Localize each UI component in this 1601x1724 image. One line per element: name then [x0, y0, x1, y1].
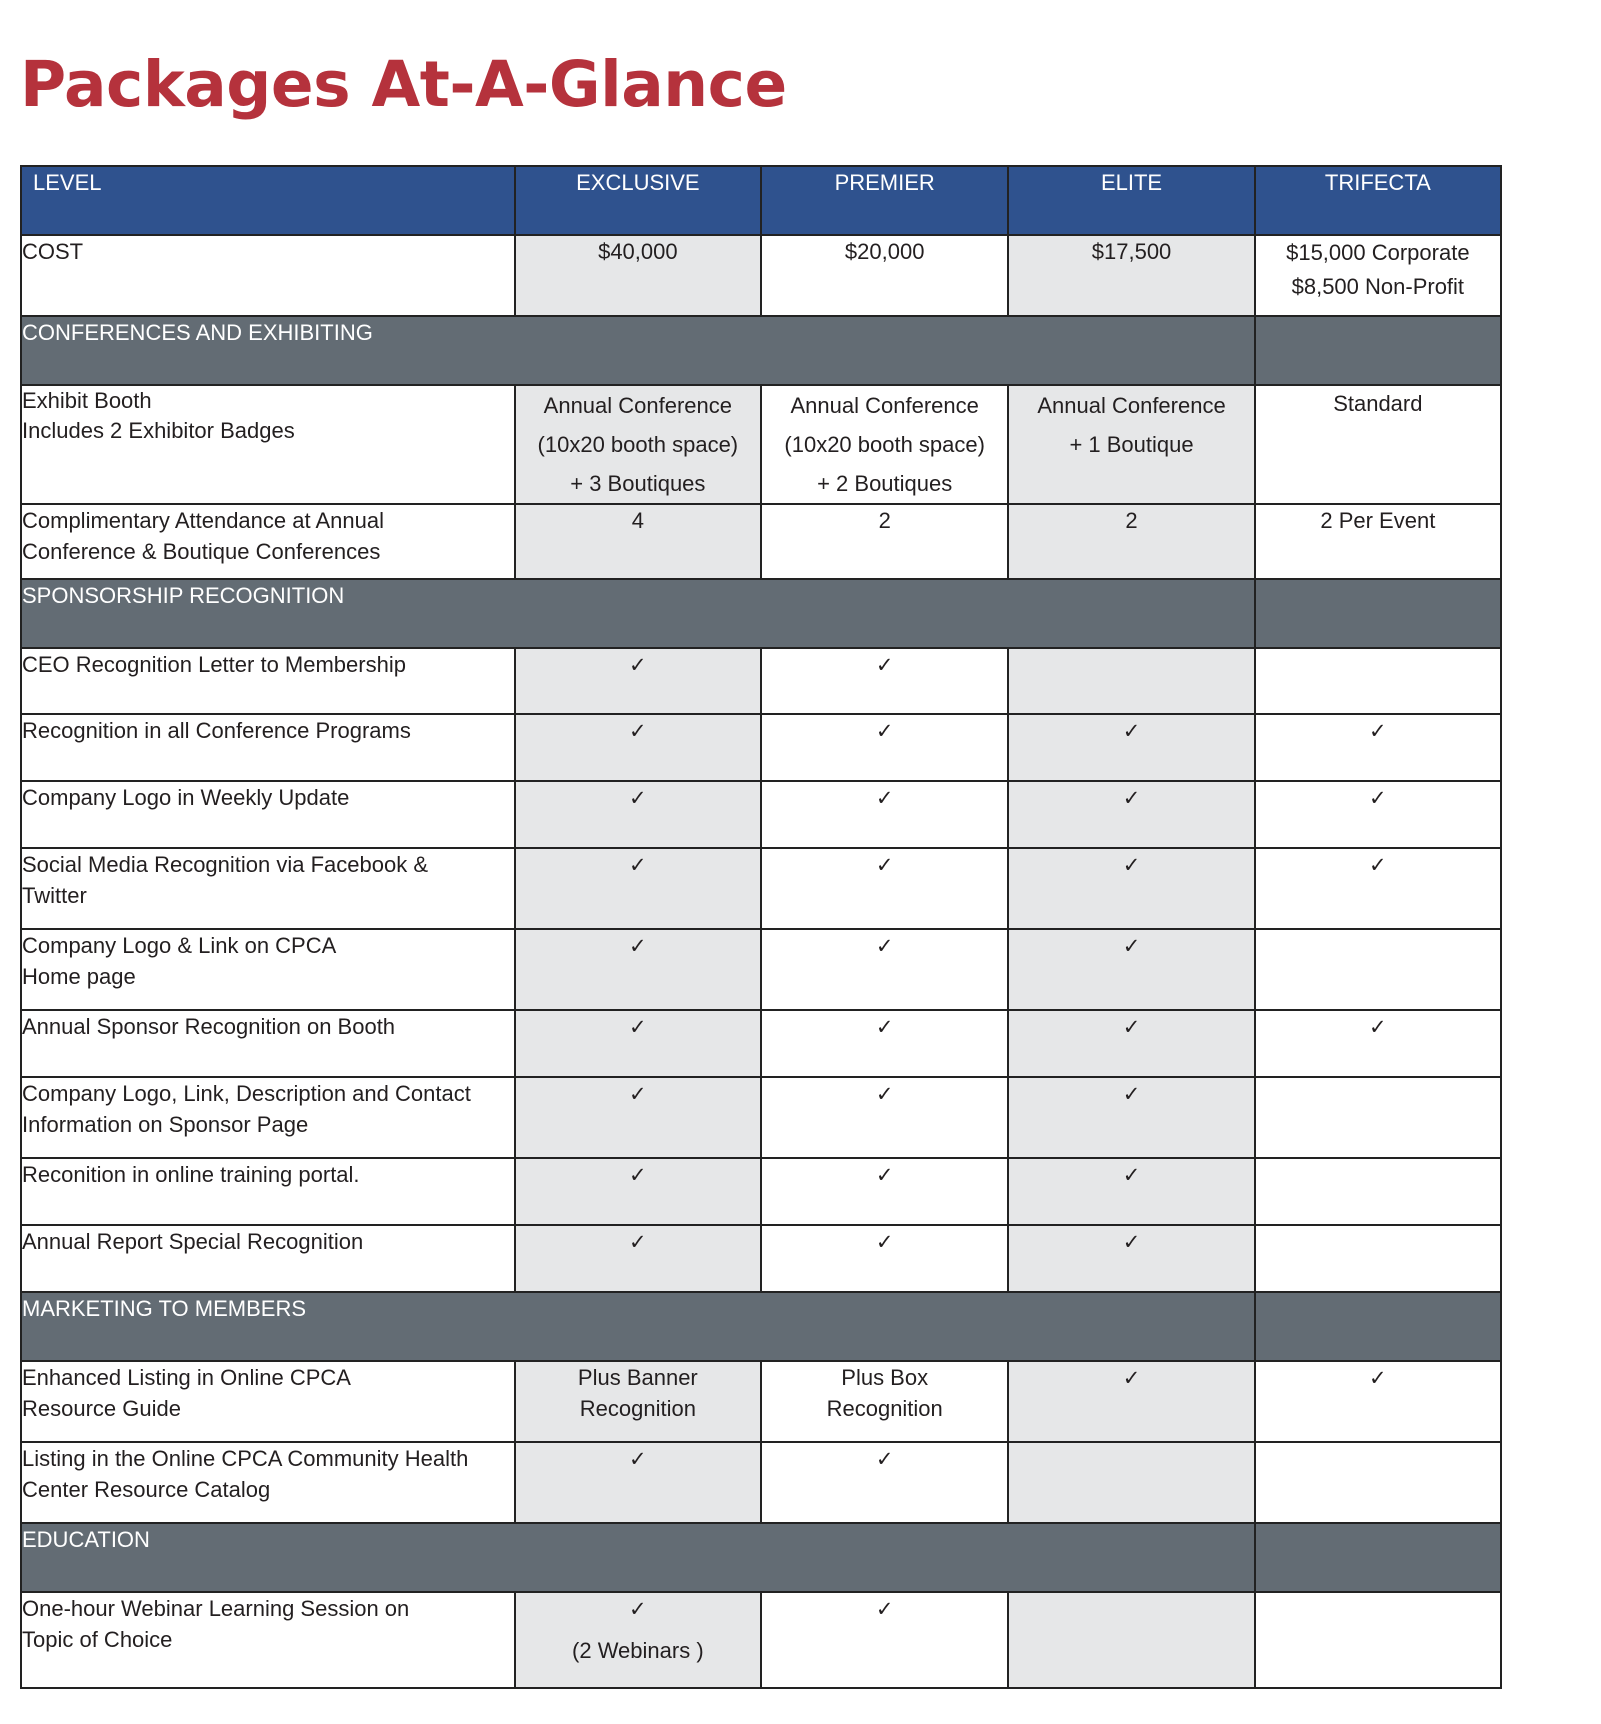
- check-icon: ✓: [875, 934, 894, 958]
- check-icon: ✓: [1122, 934, 1141, 958]
- row-label-line: Information on Sponsor Page: [22, 1112, 309, 1137]
- check-cell: [515, 1592, 761, 1688]
- cost-label: COST: [21, 235, 515, 316]
- table-row: [21, 1442, 1501, 1523]
- check-cell: [1008, 1158, 1254, 1225]
- empty-cell: [1008, 1592, 1254, 1688]
- table-row: [21, 714, 1501, 781]
- marketing-premier: [761, 1361, 1008, 1442]
- empty-cell: [1255, 1592, 1501, 1688]
- marketing-exclusive: [515, 1361, 761, 1442]
- row-label: [21, 648, 515, 714]
- header-premier: PREMIER: [761, 166, 1008, 235]
- section-blank: [1255, 316, 1501, 385]
- check-icon: ✓: [629, 934, 647, 958]
- table-row: [21, 1158, 1501, 1225]
- check-cell: [1255, 781, 1501, 848]
- row-label: [21, 1225, 515, 1292]
- check-cell: [761, 781, 1008, 848]
- packages-table: [20, 165, 1502, 1689]
- check-cell: [761, 1592, 1008, 1688]
- attendance-label-line1: Complimentary Attendance at Annual: [22, 508, 385, 533]
- check-cell: [515, 929, 761, 1010]
- check-icon: ✓: [875, 1597, 894, 1621]
- attendance-row: [21, 504, 1501, 579]
- header-level: LEVEL: [21, 166, 515, 235]
- row-label-line: Twitter: [22, 883, 87, 908]
- exhibit-elite-line: Annual Conference: [1037, 393, 1226, 418]
- table-row: [21, 648, 1501, 714]
- check-cell: [1008, 1225, 1254, 1292]
- check-cell: [1008, 848, 1254, 929]
- row-label: [21, 781, 515, 848]
- section-sponsorship: SPONSORSHIP RECOGNITION: [21, 579, 1255, 648]
- section-marketing: MARKETING TO MEMBERS: [21, 1292, 1255, 1361]
- cell-line: Plus Box: [841, 1365, 929, 1390]
- header-exclusive: EXCLUSIVE: [515, 166, 761, 235]
- check-cell: [515, 848, 761, 929]
- row-label-line: Center Resource Catalog: [22, 1477, 271, 1502]
- check-cell: [515, 648, 761, 714]
- row-label: [21, 1158, 515, 1225]
- cell-line: Recognition: [826, 1396, 943, 1421]
- empty-cell: [1255, 1442, 1501, 1523]
- section-row: [21, 1292, 1501, 1361]
- check-icon: ✓: [1122, 1230, 1141, 1254]
- check-cell: [761, 1158, 1008, 1225]
- empty-cell: [1255, 1225, 1501, 1292]
- row-label-line: Annual Report Special Recognition: [22, 1229, 364, 1254]
- check-cell: [1008, 714, 1254, 781]
- row-label-line: Home page: [22, 964, 136, 989]
- empty-cell: [1008, 1442, 1254, 1523]
- check-icon: ✓: [1122, 1163, 1141, 1187]
- row-label-line: Recognition in all Conference Programs: [22, 718, 411, 743]
- section-education: EDUCATION: [21, 1523, 1255, 1592]
- attendance-label-line2: Conference & Boutique Conferences: [22, 539, 381, 564]
- section-row: [21, 1523, 1501, 1592]
- check-icon: ✓: [629, 853, 647, 877]
- check-icon: ✓: [1122, 1015, 1141, 1039]
- check-icon: ✓: [1369, 853, 1387, 877]
- exhibit-premier-line: Annual Conference: [790, 393, 979, 418]
- exhibit-premier-line: + 2 Boutiques: [817, 471, 953, 496]
- row-label-line: CEO Recognition Letter to Membership: [22, 652, 406, 677]
- check-icon: ✓: [629, 1163, 647, 1187]
- exhibit-exclusive: [515, 385, 761, 504]
- check-icon: ✓: [629, 653, 647, 677]
- empty-cell: [1255, 929, 1501, 1010]
- check-icon: ✓: [1369, 1366, 1387, 1390]
- check-icon: ✓: [875, 1163, 894, 1187]
- exhibit-elite: [1008, 385, 1254, 504]
- cost-trifecta-nonprofit: $8,500 Non-Profit: [1291, 274, 1465, 299]
- row-label: [21, 1592, 515, 1688]
- exhibit-elite-line: + 1 Boutique: [1069, 432, 1194, 457]
- row-label: [21, 848, 515, 929]
- check-icon: ✓: [875, 1230, 894, 1254]
- table-row: [21, 1225, 1501, 1292]
- table-row: [21, 1361, 1501, 1442]
- table-row: [21, 1077, 1501, 1158]
- check-icon: ✓: [875, 653, 894, 677]
- check-icon: ✓: [629, 1230, 647, 1254]
- table-row: [21, 929, 1501, 1010]
- check-cell: [515, 1442, 761, 1523]
- row-label-line: Company Logo in Weekly Update: [22, 785, 350, 810]
- row-label-line: One-hour Webinar Learning Session on: [22, 1596, 410, 1621]
- exhibit-premier: [761, 385, 1008, 504]
- exhibit-label: [21, 385, 515, 504]
- check-cell: [515, 714, 761, 781]
- check-cell: [761, 1077, 1008, 1158]
- check-icon: ✓: [875, 853, 894, 877]
- check-icon: ✓: [1369, 1015, 1387, 1039]
- row-label-line: Reconition in online training portal.: [22, 1162, 360, 1187]
- attendance-elite: 2: [1008, 504, 1254, 579]
- check-icon: ✓: [629, 1082, 647, 1106]
- check-cell: [515, 1010, 761, 1077]
- section-row: [21, 316, 1501, 385]
- attendance-label: [21, 504, 515, 579]
- check-cell: [515, 1077, 761, 1158]
- row-label-line: Topic of Choice: [22, 1627, 173, 1652]
- empty-cell: [1255, 1077, 1501, 1158]
- check-icon: ✓: [875, 1447, 894, 1471]
- exhibit-exclusive-line: Annual Conference: [543, 393, 733, 418]
- check-icon: ✓: [1122, 853, 1141, 877]
- check-cell: [761, 648, 1008, 714]
- row-label: [21, 1077, 515, 1158]
- check-cell: [1008, 929, 1254, 1010]
- check-icon: ✓: [629, 1015, 647, 1039]
- check-icon: ✓: [1369, 786, 1387, 810]
- exhibit-trifecta: Standard: [1255, 385, 1501, 504]
- table-row: [21, 1010, 1501, 1077]
- row-label: [21, 714, 515, 781]
- exhibit-exclusive-line: + 3 Boutiques: [570, 471, 706, 496]
- check-cell: [515, 1225, 761, 1292]
- check-cell: [1008, 1010, 1254, 1077]
- section-row: [21, 579, 1501, 648]
- check-icon: ✓: [1122, 786, 1141, 810]
- row-label-line: Resource Guide: [22, 1396, 181, 1421]
- exhibit-exclusive-line: (10x20 booth space): [537, 432, 739, 457]
- table-row: [21, 848, 1501, 929]
- section-blank: [1255, 579, 1501, 648]
- row-label: [21, 1010, 515, 1077]
- header-row: [21, 166, 1501, 235]
- attendance-trifecta: 2 Per Event: [1255, 504, 1501, 579]
- check-cell: [1008, 1077, 1254, 1158]
- check-cell: [1255, 848, 1501, 929]
- exhibit-row: [21, 385, 1501, 504]
- cost-exclusive: $40,000: [515, 235, 761, 316]
- check-cell: [515, 1158, 761, 1225]
- check-icon: ✓: [1369, 719, 1387, 743]
- section-conferences: CONFERENCES AND EXHIBITING: [21, 316, 1255, 385]
- attendance-exclusive: 4: [515, 504, 761, 579]
- exhibit-label-line2: Includes 2 Exhibitor Badges: [22, 418, 295, 443]
- check-icon: ✓: [629, 786, 647, 810]
- check-cell: [761, 1442, 1008, 1523]
- check-icon: ✓: [875, 786, 894, 810]
- check-cell: [515, 781, 761, 848]
- exhibit-label-line1: Exhibit Booth: [22, 388, 152, 413]
- check-icon: ✓: [629, 1597, 647, 1621]
- check-cell: [1255, 714, 1501, 781]
- exhibit-premier-line: (10x20 booth space): [784, 432, 985, 457]
- table-row: [21, 781, 1501, 848]
- check-cell: [761, 714, 1008, 781]
- header-trifecta: TRIFECTA: [1255, 166, 1501, 235]
- cost-trifecta-corporate: $15,000 Corporate: [1286, 240, 1470, 265]
- section-blank: [1255, 1523, 1501, 1592]
- table-row: [21, 1592, 1501, 1688]
- page-title: Packages At-A-Glance: [20, 48, 787, 121]
- cell-line: Recognition: [579, 1396, 696, 1421]
- row-label-line: Social Media Recognition via Facebook &: [22, 852, 429, 877]
- row-label-line: Enhanced Listing in Online CPCA: [22, 1365, 351, 1390]
- check-cell: [1255, 1010, 1501, 1077]
- check-cell: [761, 929, 1008, 1010]
- check-cell: [761, 848, 1008, 929]
- cost-premier: $20,000: [761, 235, 1008, 316]
- header-elite: ELITE: [1008, 166, 1254, 235]
- section-blank: [1255, 1292, 1501, 1361]
- row-label-line: Listing in the Online CPCA Community Health: [22, 1446, 469, 1471]
- cost-row: [21, 235, 1501, 316]
- check-icon: ✓: [629, 1447, 647, 1471]
- check-icon: ✓: [875, 1082, 894, 1106]
- check-icon: ✓: [875, 1015, 894, 1039]
- cell-line: Plus Banner: [577, 1365, 698, 1390]
- row-label: [21, 1442, 515, 1523]
- row-label-line: Company Logo & Link on CPCA: [22, 933, 337, 958]
- check-cell: [1008, 781, 1254, 848]
- row-label: [21, 929, 515, 1010]
- check-icon: ✓: [875, 719, 894, 743]
- cost-elite: $17,500: [1008, 235, 1254, 316]
- row-label: [21, 1361, 515, 1442]
- check-icon: ✓: [1122, 719, 1141, 743]
- empty-cell: [1255, 1158, 1501, 1225]
- check-cell: [761, 1225, 1008, 1292]
- webinar-note: (2 Webinars ): [572, 1638, 704, 1663]
- check-icon: ✓: [1122, 1082, 1141, 1106]
- row-label-line: Annual Sponsor Recognition on Booth: [22, 1014, 396, 1039]
- check-icon: ✓: [1122, 1366, 1141, 1390]
- row-label-line: Company Logo, Link, Description and Contact: [22, 1081, 471, 1106]
- cost-trifecta: [1255, 235, 1501, 316]
- check-icon: ✓: [629, 719, 647, 743]
- empty-cell: [1008, 648, 1254, 714]
- empty-cell: [1255, 648, 1501, 714]
- check-cell: [761, 1010, 1008, 1077]
- check-cell: [1008, 1361, 1254, 1442]
- check-cell: [1255, 1361, 1501, 1442]
- attendance-premier: 2: [761, 504, 1008, 579]
